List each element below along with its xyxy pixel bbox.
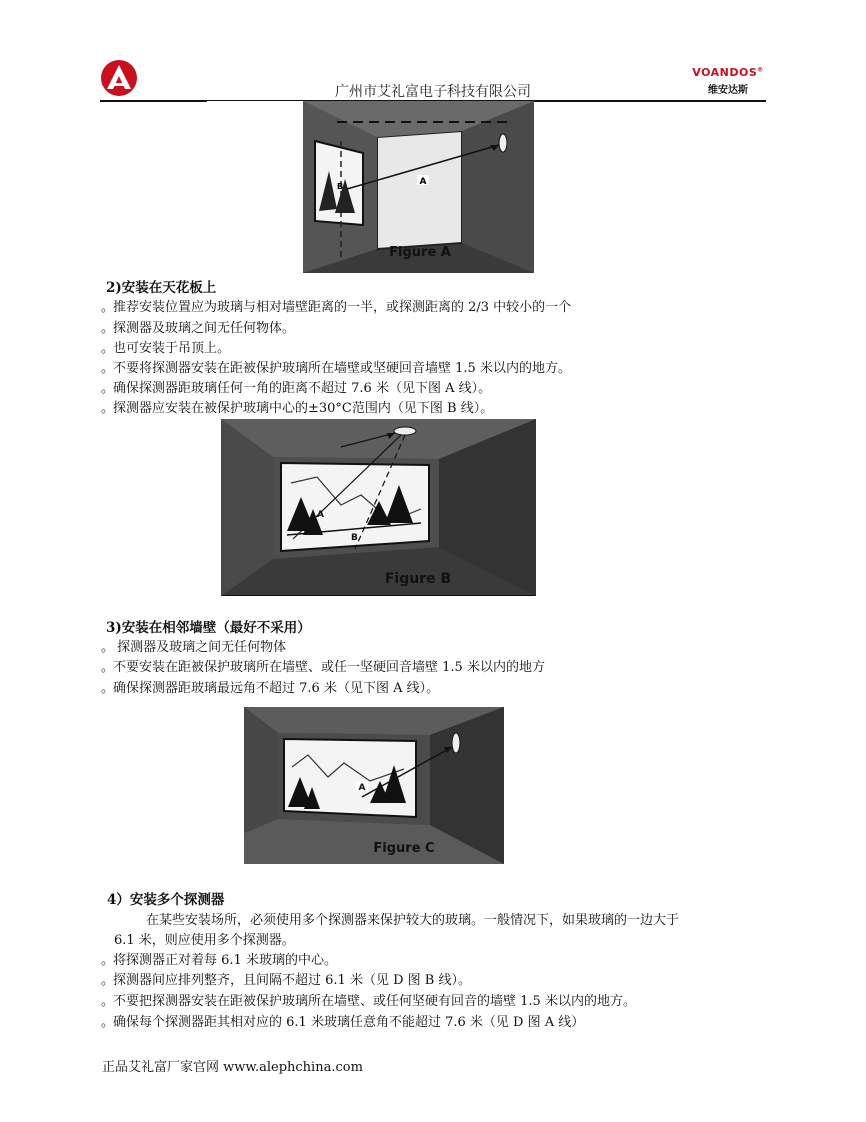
- section-3-bullet-3: 。确保探测器距玻璃最远角不超过 7.6 米（见下图 A 线）。: [101, 681, 440, 696]
- section-3-bullet-2: 。不要安装在距被保护玻璃所在墙壁、或任一坚硬回音墙壁 1.5 米以内的地方: [101, 660, 545, 675]
- figure-b-label-b: B: [351, 533, 358, 543]
- figure-a: [207, 101, 534, 273]
- figure-c: [244, 707, 504, 864]
- figure-b: [221, 419, 536, 596]
- figure-a-caption: Figure A: [389, 245, 451, 260]
- figure-a-label-a: A: [419, 177, 427, 187]
- section-4-bullet-1: 。将探测器正对着每 6.1 米玻璃的中心。: [101, 953, 337, 968]
- company-name: 广州市艾礼富电子科技有限公司: [335, 84, 531, 100]
- section-4-bullet-2: 。探测器间应排列整齐，且间隔不超过 6.1 米（见 D 图 B 线）。: [101, 973, 471, 988]
- section-4-heading: 4）安装多个探测器: [107, 892, 225, 908]
- section-2-bullet-4: 。不要将探测器安装在距被保护玻璃所在墙壁或坚硬回音墙壁 1.5 米以内的地方。: [101, 361, 571, 376]
- figure-c-caption: Figure C: [373, 841, 435, 856]
- brand-logo: VOANDOS® 维安达斯: [692, 66, 764, 96]
- section-2-bullet-3: 。也可安装于吊顶上。: [101, 341, 231, 356]
- section-4-bullet-4: 。确保每个探测器距其相对应的 6.1 米玻璃任意角不能超过 7.6 米（见 D 图 A 线）: [101, 1015, 585, 1030]
- section-4-bullet-3: 。不要把探测器安装在距被保护玻璃所在墙壁、或任何坚硬有回音的墙壁 1.5 米以内的地方。: [101, 994, 636, 1009]
- section-4-paragraph-line-2: 6.1 米，则应使用多个探测器。: [114, 933, 295, 948]
- section-2-bullet-2: 。探测器及玻璃之间无任何物体。: [101, 321, 296, 336]
- section-3-heading: 3)安装在相邻墙壁（最好不采用）: [106, 620, 311, 636]
- figure-c-label-a: A: [358, 783, 366, 793]
- figure-b-label-a: A: [317, 510, 324, 520]
- section-3-bullet-1: 。 探测器及玻璃之间无任何物体: [101, 640, 287, 655]
- section-2-heading: 2)安装在天花板上: [106, 280, 217, 296]
- section-2-bullet-6: 。探测器应安装在被保护玻璃中心的±30°C范围内（见下图 B 线）。: [101, 401, 494, 416]
- figure-b-caption: Figure B: [384, 571, 452, 587]
- section-2-bullet-5: 。确保探测器距玻璃任何一角的距离不超过 7.6 米（见下图 A 线）。: [101, 381, 492, 396]
- section-2-bullet-1: 。推荐安装位置应为玻璃与相对墙壁距离的一半，或探测距离的 2/3 中较小的一个: [101, 300, 572, 315]
- section-4-paragraph-line-1: 在某些安装场所，必须使用多个探测器来保护较大的玻璃。一般情况下，如果玻璃的一边大于: [146, 913, 680, 928]
- footer-website: 正品艾礼富厂家官网 www.alephchina.com: [102, 1060, 363, 1075]
- figure-a-label-b: B: [336, 182, 344, 191]
